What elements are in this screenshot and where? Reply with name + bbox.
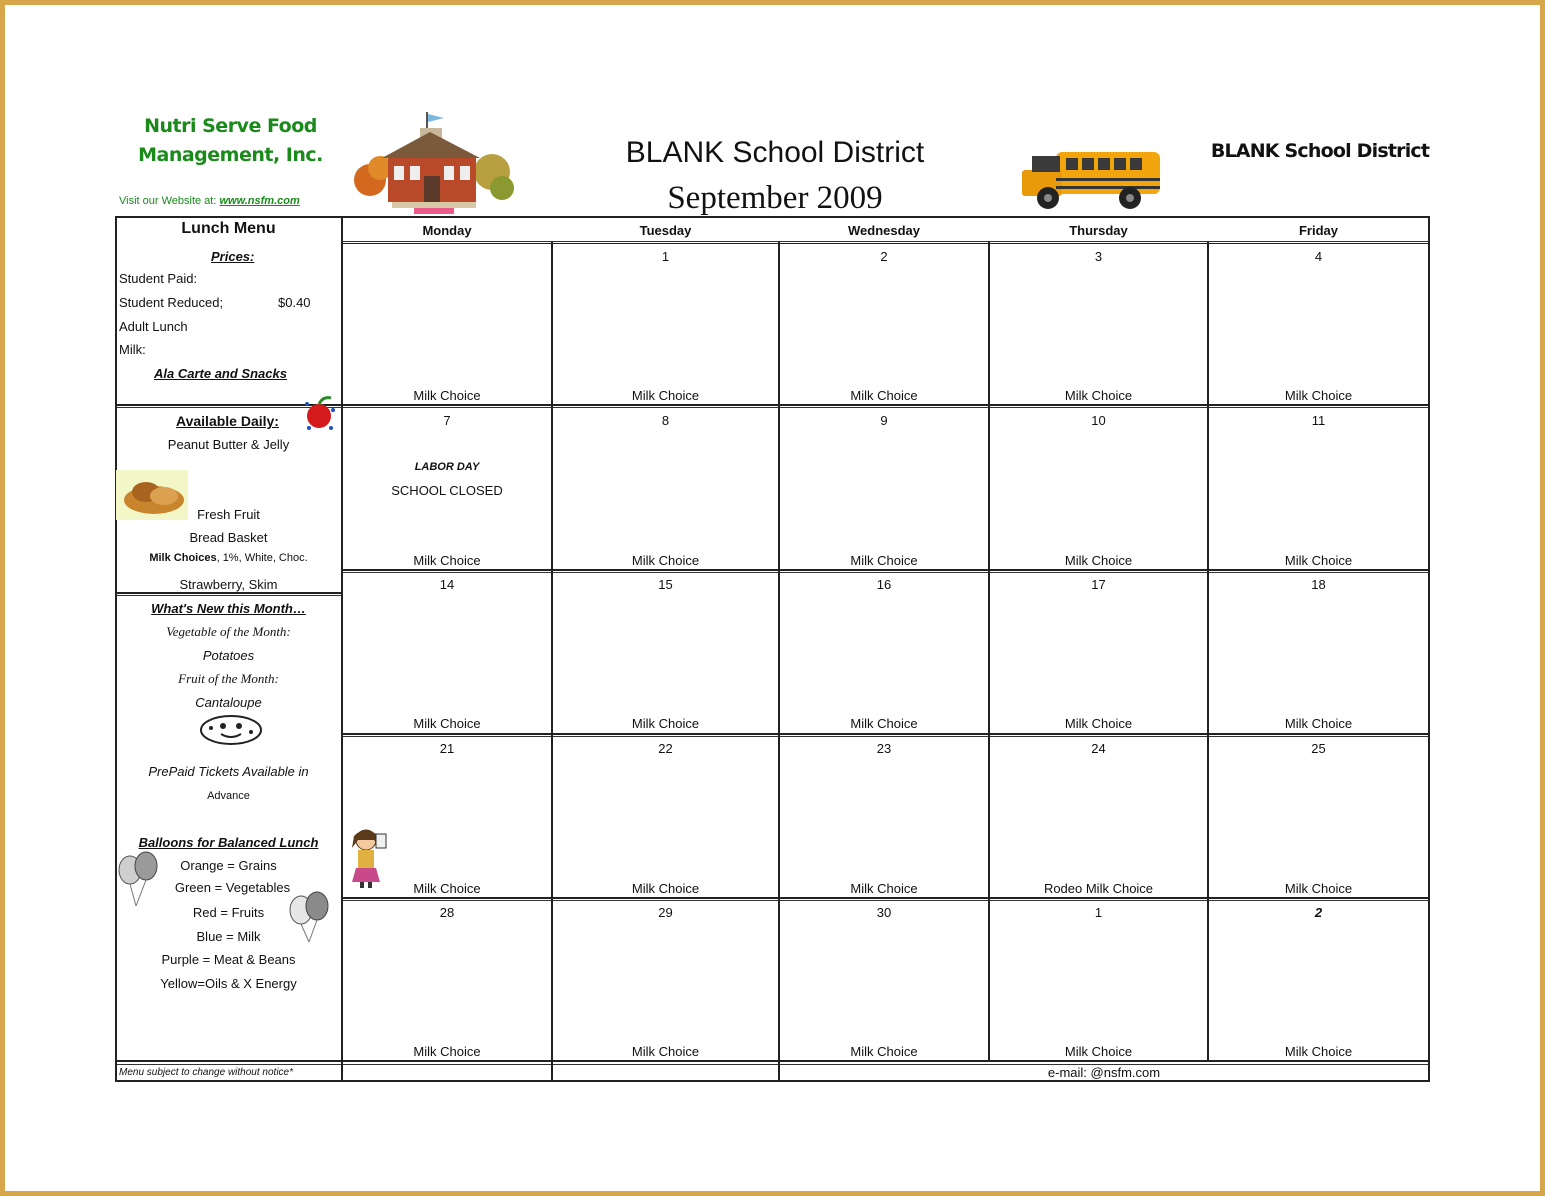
school-closed-label: SCHOOL CLOSED (391, 483, 503, 498)
milk-choice-label: Milk Choice (1284, 388, 1353, 403)
milk-choice-label: Milk Choice (1284, 1044, 1353, 1059)
milk-choice-label: Milk Choice (413, 881, 481, 896)
ala-carte-heading: Ala Carte and Snacks (154, 366, 287, 381)
website-link[interactable]: www.nsfm.com (219, 195, 300, 207)
milk-choice-label: Milk Choice (1064, 716, 1133, 731)
milk-choices-line-2: Strawberry, Skim (179, 577, 278, 592)
fruit-value: Cantaloupe (195, 695, 262, 710)
school-bus-icon (1018, 146, 1164, 214)
fruit-label: Fruit of the Month: (178, 671, 279, 686)
milk-choices-bold: Milk Choices (149, 552, 217, 564)
date-number: 30 (876, 905, 892, 920)
price-milk: Milk: (119, 342, 146, 357)
grid-right-line (1428, 216, 1430, 1082)
day-header-tuesday: Tuesday (639, 223, 692, 238)
available-daily-heading: Available Daily: (176, 413, 279, 429)
date-number: 17 (1091, 577, 1106, 592)
date-number: 2 (1314, 905, 1323, 920)
date-number: 22 (658, 741, 673, 756)
header-divider-2 (341, 243, 1430, 244)
milk-choice-label: Milk Choice (413, 388, 481, 403)
month-title: September 2009 (667, 180, 883, 216)
date-number: 24 (1091, 741, 1106, 756)
date-number: 10 (1091, 413, 1106, 428)
milk-choice-label: Milk Choice (1284, 553, 1353, 568)
col-line-wed (988, 241, 990, 1062)
website-prefix: Visit our Website at: (119, 195, 217, 207)
balloon-item-blue: Blue = Milk (196, 929, 261, 944)
date-number: 18 (1311, 577, 1326, 592)
footer-note: Menu subject to change without notice* (119, 1067, 293, 1078)
date-number: 7 (443, 413, 451, 428)
apple-icon (301, 392, 339, 438)
day-header-monday: Monday (422, 223, 472, 238)
date-number: 3 (1094, 249, 1103, 264)
veg-label: Vegetable of the Month: (166, 624, 291, 639)
price-student-paid: Student Paid: (119, 271, 198, 286)
grid-top-line (115, 216, 1430, 218)
footer-email[interactable]: e-mail: @nsfm.com (1047, 1065, 1161, 1080)
available-item-pbj: Peanut Butter & Jelly (167, 437, 290, 452)
date-number: 16 (876, 577, 892, 592)
milk-choice-label: Milk Choice (1064, 1044, 1133, 1059)
company-name (118, 112, 343, 170)
girl-icon (346, 826, 394, 890)
milk-choice-label: Milk Choice (631, 881, 700, 896)
milk-choice-label: Milk Choice (631, 388, 700, 403)
milk-choice-label: Milk Choice (1064, 388, 1133, 403)
week-divider-2 (341, 569, 1430, 571)
col-line-mon (551, 241, 553, 1082)
date-number: 11 (1311, 413, 1326, 428)
col-line-thu (1207, 241, 1209, 1062)
col-line-sidebar (341, 216, 343, 1082)
col-line-tue (778, 241, 780, 1082)
company-line-1: Nutri Serve Food (144, 115, 317, 137)
milk-choice-label: Milk Choice (413, 1044, 481, 1059)
price-adult-lunch: Adult Lunch (119, 319, 188, 334)
date-number: 14 (439, 577, 455, 592)
milk-choice-label: Milk Choice (1064, 553, 1133, 568)
date-number: 25 (1311, 741, 1326, 756)
balloon-item-red: Red = Fruits (192, 905, 265, 920)
prices-heading (211, 249, 254, 264)
price-reduced-value: $0.40 (278, 295, 311, 310)
grid-bottom-line (115, 1060, 1430, 1062)
price-student-reduced: Student Reduced; (119, 295, 224, 310)
milk-choice-label: Milk Choice (1284, 881, 1353, 896)
milk-choice-label: Milk Choice (631, 716, 700, 731)
balloon-item-purple: Purple = Meat & Beans (161, 952, 296, 967)
day-header-friday: Friday (1298, 223, 1338, 238)
prices-heading-text: Prices: (211, 249, 255, 264)
milk-choices-line (116, 552, 341, 564)
district-label-right: BLANK School District (1210, 140, 1430, 162)
footer-bottom-line (115, 1080, 1430, 1082)
milk-choice-label: Milk Choice (631, 553, 700, 568)
milk-choice-label: Milk Choice (850, 388, 918, 403)
company-line-2: Management, Inc. (138, 144, 323, 166)
day-header-wednesday: Wednesday (847, 223, 920, 238)
sidebar-divider-b (115, 595, 342, 596)
week-divider-2b (341, 572, 1430, 573)
schoolhouse-icon (352, 110, 514, 216)
date-number: 2 (880, 249, 888, 264)
available-item-fruit: Fresh Fruit (197, 507, 260, 522)
date-number: 8 (661, 413, 670, 428)
milk-choices-rest: , 1%, White, Choc. (216, 552, 308, 564)
milk-choice-label: Milk Choice (1284, 716, 1353, 731)
website-line (119, 195, 300, 207)
week-divider-3b (341, 736, 1430, 737)
week-divider-4b (341, 900, 1430, 901)
sidebar-divider (115, 592, 342, 594)
date-number: 1 (661, 249, 670, 264)
balloon-item-yellow: Yellow=Oils & X Energy (160, 976, 297, 991)
balloons-heading: Balloons for Balanced Lunch (138, 835, 319, 850)
milk-choice-label: Rodeo Milk Choice (1043, 881, 1154, 896)
whats-new-heading: What's New this Month… (151, 601, 306, 616)
date-number: 23 (876, 741, 892, 756)
milk-choice-label: Milk Choice (850, 553, 918, 568)
prepaid-line-2: Advance (207, 790, 250, 802)
balloon-icon (116, 848, 162, 908)
week-divider-4 (341, 897, 1430, 899)
date-number: 21 (439, 741, 455, 756)
veg-value: Potatoes (202, 648, 255, 663)
balloon-item-green: Green = Vegetables (174, 880, 291, 895)
week-divider-3 (341, 733, 1430, 735)
date-number: 28 (439, 905, 455, 920)
date-number: 29 (658, 905, 673, 920)
available-item-bread: Bread Basket (189, 530, 268, 545)
lunch-menu-heading: Lunch Menu (181, 220, 276, 237)
date-number: 15 (658, 577, 673, 592)
milk-choice-label: Milk Choice (850, 881, 918, 896)
milk-choice-label: Milk Choice (850, 1044, 918, 1059)
date-number: 4 (1314, 249, 1323, 264)
date-number: 1 (1094, 905, 1103, 920)
prepaid-line-1: PrePaid Tickets Available in (148, 764, 309, 779)
page-title: BLANK School District (625, 136, 925, 169)
balloon-item-orange: Orange = Grains (180, 858, 277, 873)
milk-choice-label: Milk Choice (413, 716, 481, 731)
date-number: 9 (880, 413, 888, 428)
milk-choice-label: Milk Choice (631, 1044, 700, 1059)
day-header-thursday: Thursday (1069, 223, 1128, 238)
labor-day-label: LABOR DAY (414, 461, 480, 473)
cookie-icon (199, 710, 263, 746)
header-divider (341, 241, 1430, 242)
milk-choice-label: Milk Choice (413, 553, 481, 568)
milk-choice-label: Milk Choice (850, 716, 918, 731)
